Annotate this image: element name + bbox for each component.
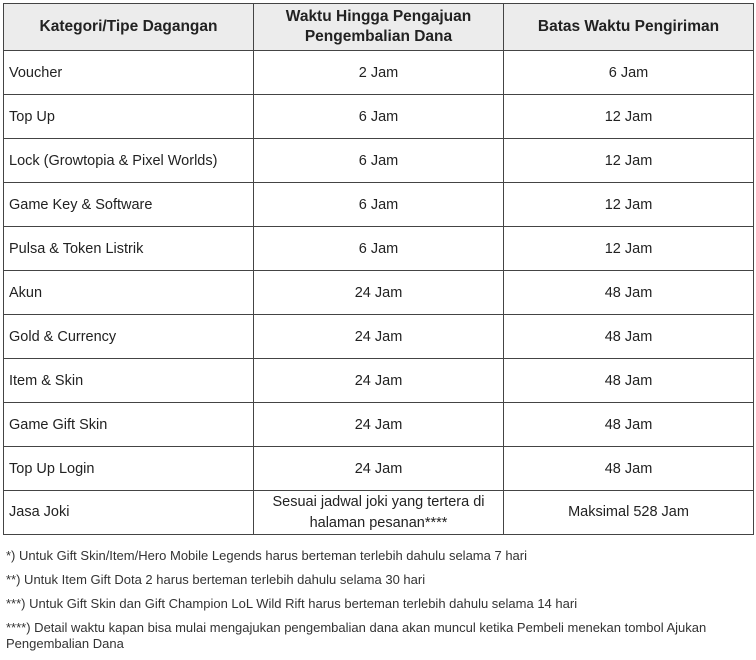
table-row: [4, 359, 754, 403]
category-cell: Top Up Login: [4, 447, 254, 491]
table-row: [4, 271, 754, 315]
category-cell: Item & Skin: [4, 359, 254, 403]
delivery-limit-cell: 12 Jam: [504, 95, 754, 139]
footnote-4: ****) Detail waktu kapan bisa mulai mengajukan pengembalian dana akan muncul ketika Pembeli menekan tombol Ajukan Pengembalian Dana: [6, 620, 707, 651]
refund-time-cell: 24 Jam: [254, 403, 504, 447]
table-row: [4, 51, 754, 95]
header-refund-time: Waktu Hingga Pengajuan Pengembalian Dana: [254, 4, 504, 51]
category-cell: Jasa Joki: [4, 491, 254, 535]
delivery-limit-cell: 48 Jam: [504, 271, 754, 315]
category-cell: Voucher: [4, 51, 254, 95]
delivery-limit-cell: 12 Jam: [504, 227, 754, 271]
table-header-row: [4, 4, 754, 51]
category-cell: Lock (Growtopia & Pixel Worlds): [4, 139, 254, 183]
delivery-limit-cell: Maksimal 528 Jam: [504, 491, 754, 535]
refund-time-cell: 6 Jam: [254, 183, 504, 227]
delivery-limit-cell: 48 Jam: [504, 447, 754, 491]
delivery-limit-cell: 48 Jam: [504, 403, 754, 447]
footnotes: [6, 548, 751, 660]
table-row: [4, 183, 754, 227]
delivery-limit-cell: 6 Jam: [504, 51, 754, 95]
refund-time-cell: 6 Jam: [254, 95, 504, 139]
category-cell: Game Gift Skin: [4, 403, 254, 447]
footnote-1: *) Untuk Gift Skin/Item/Hero Mobile Legends harus berteman terlebih dahulu selama 7 hari: [6, 548, 527, 563]
header-delivery-limit: Batas Waktu Pengiriman: [504, 4, 754, 51]
category-cell: Game Key & Software: [4, 183, 254, 227]
refund-time-cell: 6 Jam: [254, 139, 504, 183]
refund-time-cell: 24 Jam: [254, 447, 504, 491]
footnote-2: **) Untuk Item Gift Dota 2 harus berteman terlebih dahulu selama 30 hari: [6, 572, 426, 587]
category-cell: Pulsa & Token Listrik: [4, 227, 254, 271]
refund-delivery-table: [3, 3, 754, 535]
table-row: [4, 139, 754, 183]
delivery-limit-cell: 12 Jam: [504, 183, 754, 227]
refund-time-cell: 24 Jam: [254, 359, 504, 403]
delivery-limit-cell: 48 Jam: [504, 359, 754, 403]
refund-time-cell: 24 Jam: [254, 315, 504, 359]
footnote-3: ***) Untuk Gift Skin dan Gift Champion LoL Wild Rift harus berteman terlebih dahulu selama 14 hari: [6, 596, 578, 611]
table-row: [4, 227, 754, 271]
refund-time-cell: 24 Jam: [254, 271, 504, 315]
refund-time-cell: 6 Jam: [254, 227, 504, 271]
category-cell: Akun: [4, 271, 254, 315]
category-cell: Top Up: [4, 95, 254, 139]
delivery-limit-cell: 48 Jam: [504, 315, 754, 359]
table-row: [4, 403, 754, 447]
delivery-limit-cell: 12 Jam: [504, 139, 754, 183]
table-row: [4, 315, 754, 359]
refund-time-cell: 2 Jam: [254, 51, 504, 95]
category-cell: Gold & Currency: [4, 315, 254, 359]
table-row: [4, 491, 754, 535]
table-row: [4, 447, 754, 491]
refund-time-cell: Sesuai jadwal joki yang tertera di halaman pesanan****: [254, 491, 504, 535]
table-row: [4, 95, 754, 139]
header-category: Kategori/Tipe Dagangan: [4, 4, 254, 51]
